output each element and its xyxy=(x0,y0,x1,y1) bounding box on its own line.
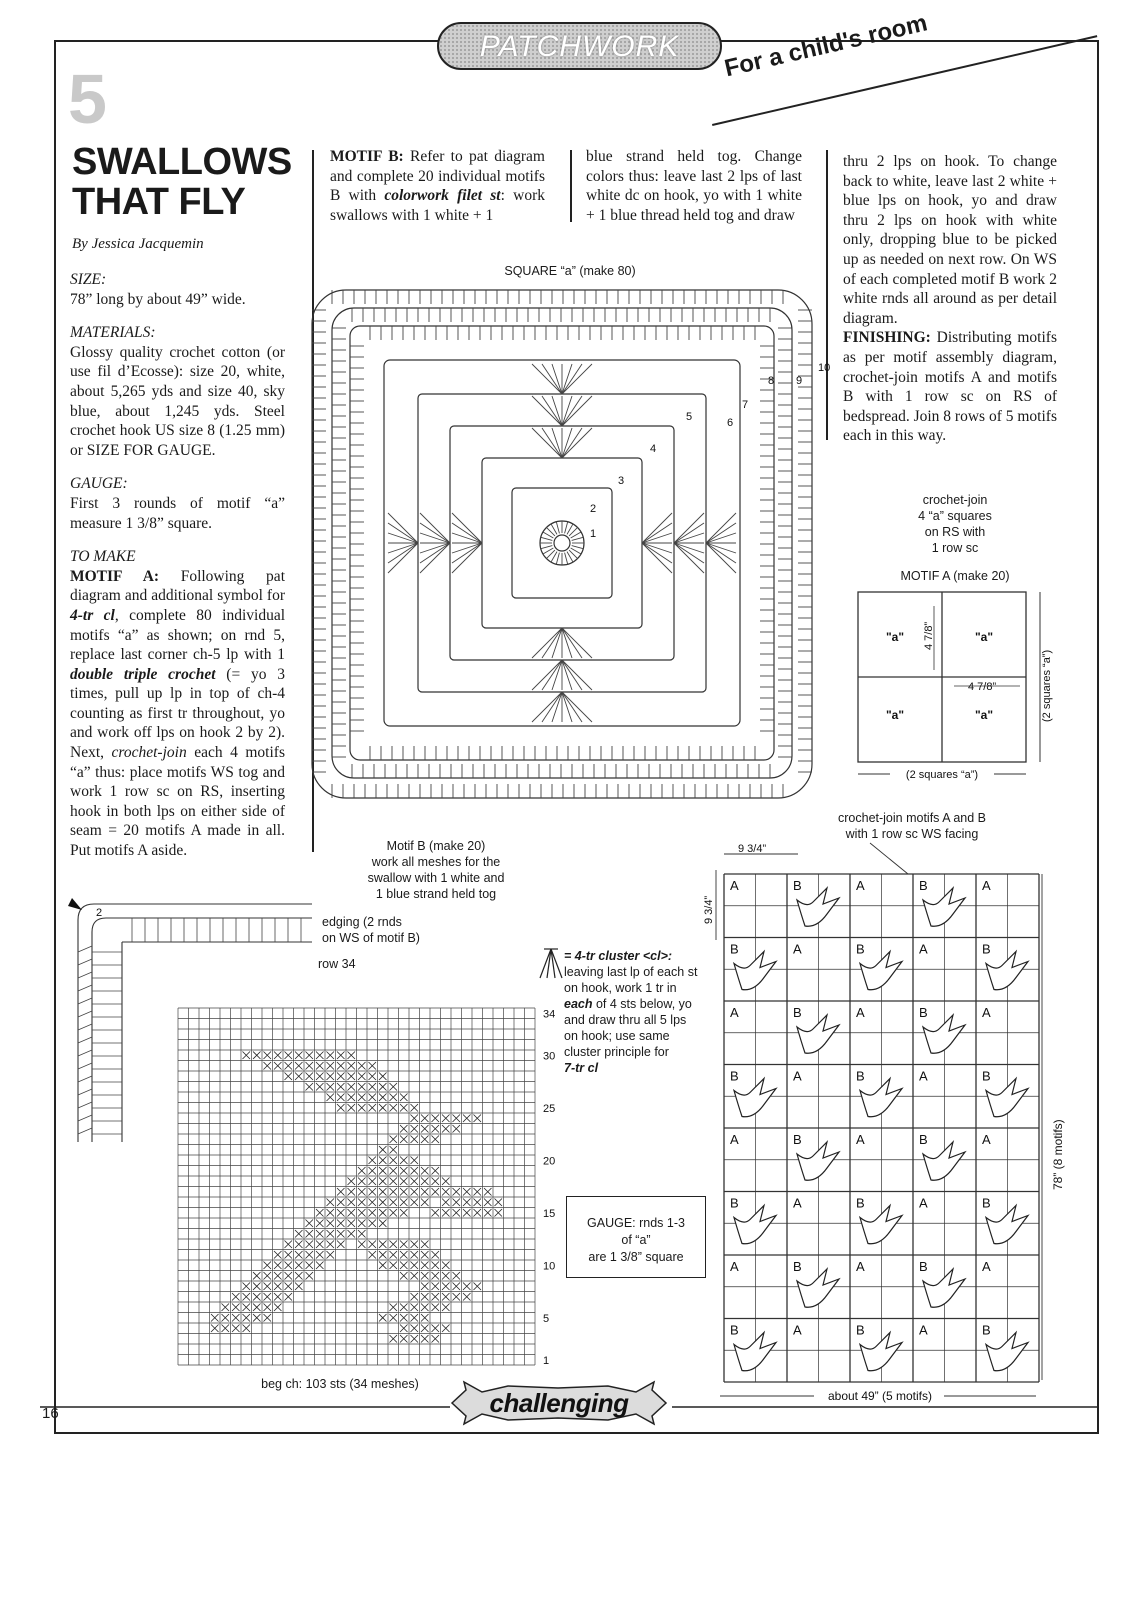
gauge-text: First 3 rounds of motif “a” measure 1 3/8” square. xyxy=(70,494,285,532)
assembly-cell-label: B xyxy=(919,1132,928,1147)
motif-a-title: MOTIF A (make 20) xyxy=(900,569,1010,583)
cluster-note-each: each xyxy=(564,997,593,1011)
round-1 xyxy=(554,535,570,551)
beg-ch-label: beg ch: 103 sts (34 meshes) xyxy=(261,1377,419,1391)
assembly-note-l1: crochet-join motifs A and B xyxy=(838,811,986,825)
assembly-cell-label: B xyxy=(730,1322,739,1338)
column-2 xyxy=(330,147,545,225)
motif-a-t3: (= yo 3 times, pull up lp in top of ch-4 counting as first tr throughout, yo and work off lps on hook 2 by 2). Next, xyxy=(70,665,285,762)
motif-a-note xyxy=(870,492,1040,556)
tagline: For a child's room xyxy=(722,9,930,83)
swallow-icon xyxy=(797,1269,839,1307)
title-line-2: THAT FLY xyxy=(72,181,246,223)
cluster-note-l7: 7-tr cl xyxy=(564,1061,599,1075)
assembly-note-l2: with 1 row sc WS facing xyxy=(845,827,979,841)
assembly-cell-label: A xyxy=(793,941,802,957)
motif-b-em: colorwork filet st xyxy=(384,187,501,205)
assembly-note xyxy=(812,810,1012,842)
assembly-cell-label: A xyxy=(982,1132,991,1147)
assembly-cell-label: B xyxy=(730,1068,739,1084)
col3-text: blue strand held tog. Change colors thus: leave last 2 lps of last white dc on hook, yo with 1 white + 1 blue thread held tog and draw xyxy=(586,148,802,224)
assembly-cell-label: A xyxy=(919,1068,928,1084)
swallow-icon xyxy=(734,1206,776,1244)
row-number-34: 34 xyxy=(543,1008,556,1021)
swallow-icon xyxy=(860,1079,902,1117)
round-label-10: 10 xyxy=(818,362,831,374)
assembly-cell-label: A xyxy=(856,1259,865,1274)
assembly-cell-label: A xyxy=(982,1259,991,1274)
col4-text: thru 2 lps on hook. To change back to white, leave last 2 white + blue lps on hook, yo and draw thru 2 lps on hook with white only, dropping blue to be picked up as needed on next row. On WS of each completed motif B work 2 white rnds all around as per detail diagram. xyxy=(843,153,1057,327)
assembly-cell-label: A xyxy=(919,1195,928,1211)
edging-note xyxy=(322,914,420,946)
motif-a-cell-2: "a" xyxy=(974,630,994,644)
round-label-5: 5 xyxy=(686,411,693,423)
assembly-width-label: about 49” (5 motifs) xyxy=(827,1389,933,1403)
finishing-text xyxy=(843,328,1057,446)
assembly-cell-label: B xyxy=(730,1195,739,1211)
assembly-cell-label: A xyxy=(982,878,991,893)
motif-a-em1: 4-tr cl xyxy=(70,606,115,624)
cluster-note xyxy=(564,948,697,1076)
round-label-8: 8 xyxy=(768,375,775,387)
column-1 xyxy=(70,256,285,861)
row-number-5: 5 xyxy=(543,1313,550,1325)
assembly-cell-label: A xyxy=(856,878,865,893)
swallow-icon xyxy=(986,1333,1028,1371)
round-3 xyxy=(512,488,612,598)
assembly-cell-label: B xyxy=(793,878,802,893)
assembly-cell-label: A xyxy=(793,1068,802,1084)
row-number-30: 30 xyxy=(543,1050,556,1063)
cluster-note-l5: on hook; use same xyxy=(564,1029,670,1043)
motif-a-cell-1: "a" xyxy=(885,630,905,644)
swallow-icon xyxy=(923,1142,965,1180)
assembly-cell-label: B xyxy=(793,1259,802,1274)
swallow-icon xyxy=(734,1333,776,1371)
section-title: PATCHWORK xyxy=(479,30,680,63)
cluster-note-l2: on hook, work 1 tr in xyxy=(564,981,677,995)
round-label-6: 6 xyxy=(727,417,734,429)
swallow-icon xyxy=(923,1269,965,1307)
round-label-2: 2 xyxy=(590,503,597,515)
edging-l2: on WS of motif B) xyxy=(322,931,420,945)
square-a-diagram xyxy=(300,280,840,810)
assembly-height-label: 78” (8 motifs) xyxy=(1051,1119,1065,1190)
motif-a-note-l4: 1 row sc xyxy=(931,541,979,555)
motif-b-cap-l4: 1 blue strand held tog xyxy=(375,887,497,901)
assembly-cell-label: A xyxy=(919,941,928,957)
motif-a-em3: crochet-join xyxy=(111,744,187,762)
swallow-icon xyxy=(986,1206,1028,1244)
swallow-icon xyxy=(986,1079,1028,1117)
assembly-cell-label: A xyxy=(730,878,739,893)
edging-l1: edging (2 rnds xyxy=(322,915,402,929)
article-title xyxy=(72,142,292,222)
cluster-note-l3b: of 4 sts below, yo xyxy=(592,997,692,1011)
assembly-diagram xyxy=(690,840,1090,1420)
column-4 xyxy=(843,152,1057,446)
assembly-dim-top: 9 3/4” xyxy=(738,843,767,855)
square-caption: SQUARE “a” (make 80) xyxy=(504,264,636,278)
cluster-note-l4: and draw thru all 5 lps xyxy=(564,1013,687,1027)
motif-b-cap-l3: swallow with 1 white and xyxy=(367,871,505,885)
swallow-icon xyxy=(923,1015,965,1053)
motif-a-note-l3: on RS with xyxy=(924,525,986,539)
difficulty-badge xyxy=(448,1380,670,1426)
row-number-10: 10 xyxy=(543,1260,556,1273)
page-number: 16 xyxy=(42,1405,59,1422)
gauge-label: GAUGE: xyxy=(70,475,128,493)
swallow-icon xyxy=(734,952,776,990)
swallow-icon xyxy=(860,952,902,990)
gauge-box-l2: of “a” xyxy=(621,1233,651,1247)
motif-a-cell-3: "a" xyxy=(885,708,905,722)
edging-start-arrow xyxy=(68,898,82,910)
cluster-note-l1: leaving last lp of each st xyxy=(564,965,698,979)
motif-b-t1: Refer to pat diagram and complete 20 individual motifs B with xyxy=(330,148,545,205)
assembly-cell-label: B xyxy=(919,1259,928,1274)
gauge-box xyxy=(566,1196,706,1278)
row-number-15: 15 xyxy=(543,1208,556,1220)
swallow-icon xyxy=(797,1142,839,1180)
assembly-cell-label: A xyxy=(730,1005,739,1020)
cluster-note-title: = 4-tr cluster <cl>: xyxy=(564,949,673,963)
assembly-cell-label: B xyxy=(919,1005,928,1020)
motif-a-em2: double triple crochet xyxy=(70,665,216,683)
assembly-cell-label: A xyxy=(730,1132,739,1147)
byline: By Jessica Jacquemin xyxy=(72,236,204,252)
assembly-cell-label: B xyxy=(793,1005,802,1020)
project-number: 5 xyxy=(68,60,107,138)
swallow-icon xyxy=(797,1015,839,1053)
assembly-cell-label: B xyxy=(730,941,739,957)
row-number-25: 25 xyxy=(543,1103,556,1115)
motif-a-note-l1: crochet-join xyxy=(922,493,988,507)
motif-a-width-label: (2 squares “a”) xyxy=(905,769,979,781)
cluster-symbol-icon xyxy=(536,946,566,980)
row-number-20: 20 xyxy=(543,1155,556,1168)
cluster-note-l6: cluster principle for xyxy=(564,1045,669,1059)
materials-label: MATERIALS: xyxy=(70,324,156,342)
assembly-cell-label: A xyxy=(982,1005,991,1020)
difficulty-label: challenging xyxy=(489,1388,629,1418)
round-label-4: 4 xyxy=(650,443,657,455)
assembly-cell-label: A xyxy=(793,1195,802,1211)
row-34-label: row 34 xyxy=(318,957,356,971)
swallow-icon xyxy=(860,1333,902,1371)
swallow-icon xyxy=(734,1079,776,1117)
assembly-cell-label: A xyxy=(730,1259,739,1274)
motif-b-text xyxy=(330,147,545,225)
edging-corner-label: 2 xyxy=(96,907,103,919)
row-number-1: 1 xyxy=(543,1355,550,1367)
assembly-cell-label: B xyxy=(856,1068,865,1084)
cluster-note-l3 xyxy=(564,996,697,1012)
assembly-cell-label: B xyxy=(856,941,865,957)
motif-a-cell-4: "a" xyxy=(974,708,994,722)
column-3 xyxy=(586,147,802,225)
motif-a-note-l2: 4 “a” squares xyxy=(918,509,992,523)
motif-a-height-label: (2 squares “a”) xyxy=(1041,649,1053,722)
motif-a-diagram xyxy=(850,586,1070,796)
finishing-label: FINISHING: xyxy=(843,329,931,347)
assembly-cell-label: B xyxy=(856,1195,865,1211)
round-label-1: 1 xyxy=(590,528,597,540)
assembly-cell-label: B xyxy=(856,1322,865,1338)
motif-a-dim-horizontal: 4 7/8” xyxy=(968,681,997,693)
assembly-cell-label: A xyxy=(856,1132,865,1147)
motif-a-t2: , complete 80 individual motifs “a” as shown; on rnd 5, replace last corner ch-5 lp with 1 xyxy=(70,606,286,664)
motif-a-label: MOTIF A: xyxy=(70,567,160,585)
assembly-cell-label: A xyxy=(919,1322,928,1338)
gauge-box-l3: are 1 3/8” square xyxy=(588,1250,684,1264)
assembly-cell-label: B xyxy=(919,878,928,893)
motif-a-text xyxy=(70,567,285,861)
assembly-cell-label: B xyxy=(793,1132,802,1147)
section-header xyxy=(437,22,722,70)
motif-b-cap-l2: work all meshes for the xyxy=(371,855,501,869)
motif-b-cap-l1: Motif B (make 20) xyxy=(386,839,486,853)
motif-a-dim-vertical: 4 7/8” xyxy=(923,621,935,650)
size-label: SIZE: xyxy=(70,271,107,288)
round-label-7: 7 xyxy=(742,399,749,411)
assembly-cell-label: B xyxy=(982,1322,991,1338)
motif-b-t2: : work swallows with 1 white + 1 xyxy=(330,187,545,224)
assembly-cell-label: B xyxy=(982,941,991,957)
swallow-icon xyxy=(860,1206,902,1244)
assembly-cell-label: B xyxy=(982,1195,991,1211)
size-text: 78” long by about 49” wide. xyxy=(70,290,246,308)
assembly-cell-label: A xyxy=(793,1322,802,1338)
motif-b-caption xyxy=(336,838,536,902)
assembly-cell-label: B xyxy=(982,1068,991,1084)
motif-a-t4: each 4 motifs “a” thus: place motifs WS tog and work 1 row sc on RS, inserting hook in both lps on either side of seam = 20 motifs A made in all. Put motifs A aside. xyxy=(70,744,285,860)
column-rule-2 xyxy=(570,150,572,222)
swallow-icon xyxy=(797,888,839,926)
finishing-body: Distributing motifs as per motif assembly diagram, crochet-join motifs A and motifs B with 1 row sc on RS of bedspread. Join 8 rows of 5 motifs each in this way. xyxy=(843,329,1057,445)
swallow-icon xyxy=(923,888,965,926)
motif-b-label: MOTIF B: xyxy=(330,148,404,165)
gauge-box-l1: GAUGE: rnds 1-3 xyxy=(587,1216,685,1230)
assembly-cell-label: A xyxy=(856,1005,865,1020)
title-line-1: SWALLOWS xyxy=(72,141,292,183)
to-make-label: TO MAKE xyxy=(70,548,136,566)
motif-a-t1: Following pat diagram and additional symbol for xyxy=(70,567,285,605)
materials-text: Glossy quality crochet cotton (or use fil d’Ecosse): size 20, white, about 5,265 yds and size 40, sky blue, about 1,245 yds. Steel crochet hook US size 8 (1.25 mm) or SIZE FOR GAUGE. xyxy=(70,343,285,459)
round-label-9: 9 xyxy=(796,375,803,387)
swallow-filet-chart xyxy=(172,1004,562,1384)
round-label-3: 3 xyxy=(618,475,625,487)
swallow-icon xyxy=(986,952,1028,990)
assembly-dim-side: 9 3/4” xyxy=(703,895,715,924)
round-5 xyxy=(450,426,674,660)
